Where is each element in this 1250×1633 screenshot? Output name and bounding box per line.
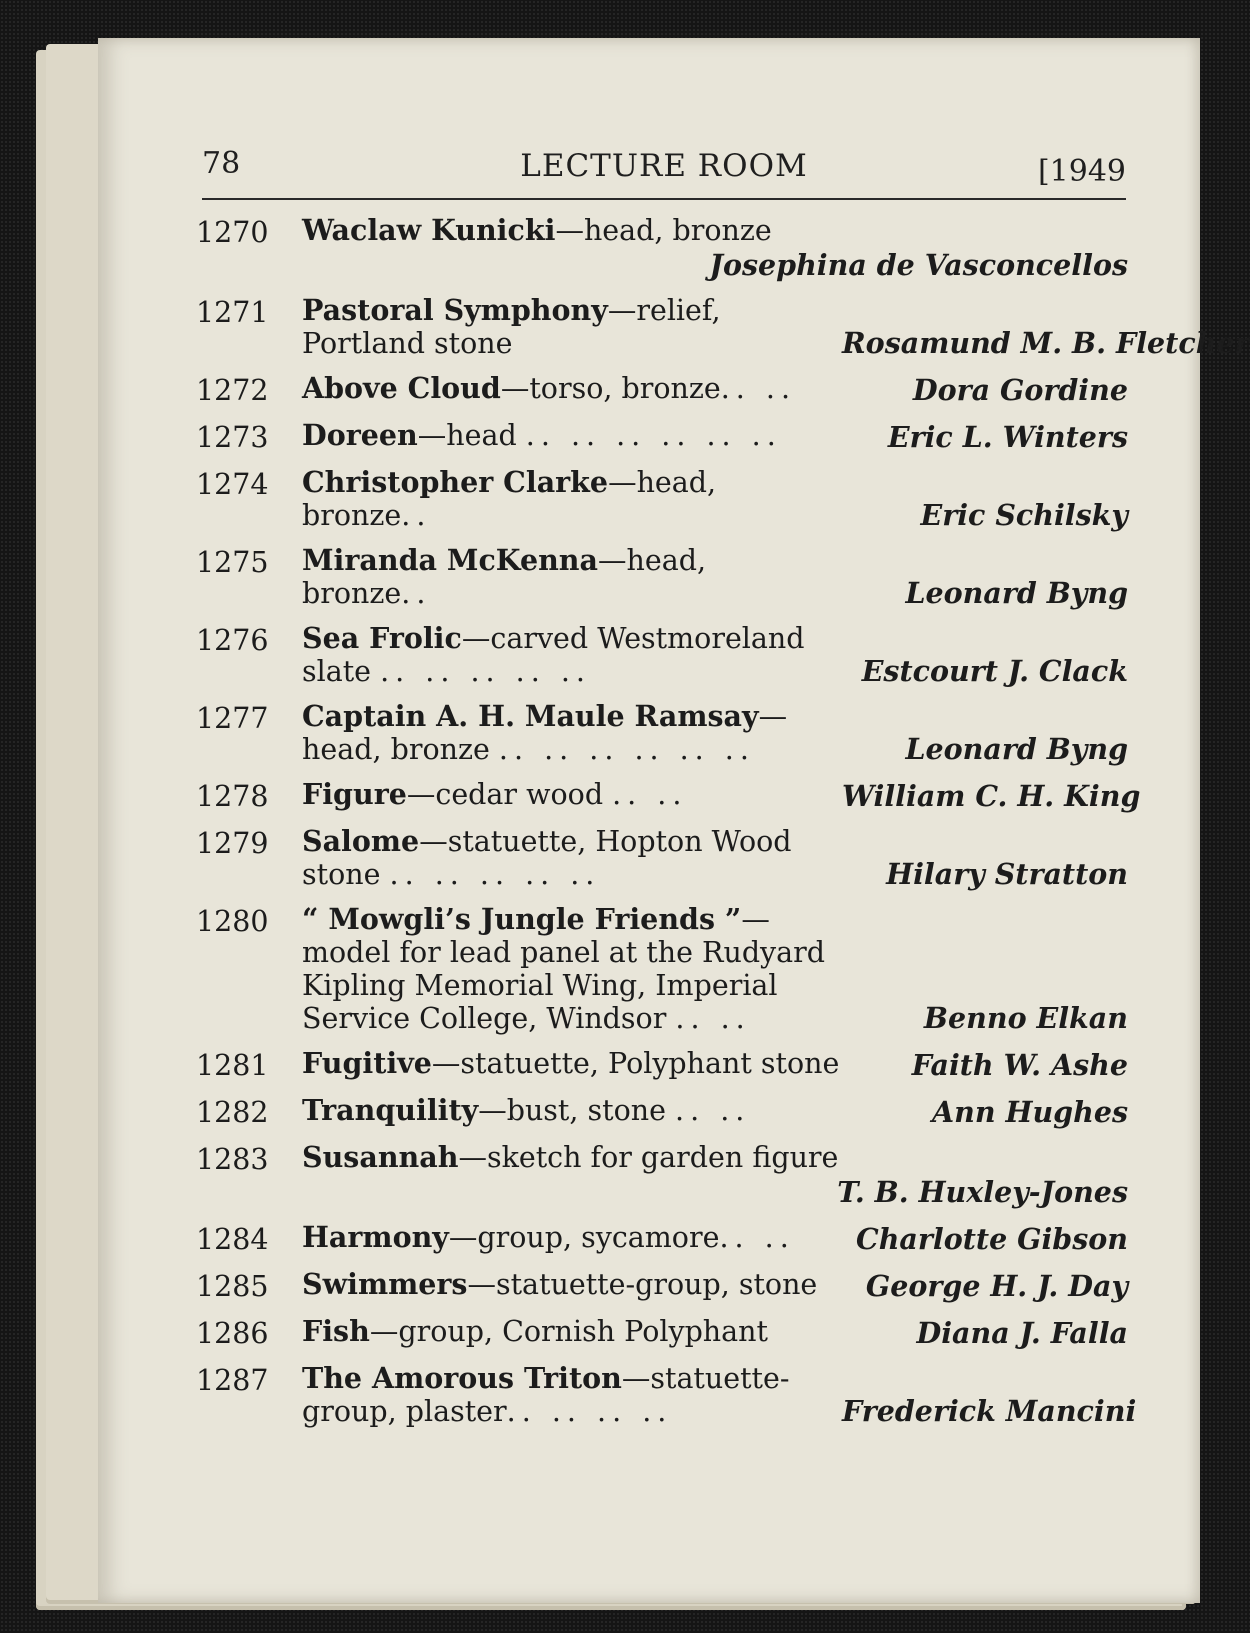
page-year: [1949: [1037, 154, 1126, 189]
entry-medium: —sketch for garden figure: [458, 1141, 839, 1174]
entry-title: Captain A. H. Maule Ramsay: [302, 699, 759, 733]
leader-dots: .. .. .. .. .. ..: [525, 419, 782, 452]
entry-artist: Rosamund M. B. Fletcher: [842, 326, 1250, 360]
leader-dots: .. ..: [675, 1002, 751, 1035]
leader-dots: .. .. .. .. .. ..: [498, 733, 755, 766]
catalogue-entry: [196, 700, 1128, 766]
entry-artist: Eric L. Winters: [887, 420, 1128, 454]
leader-dots: .. .. .. .. ..: [380, 655, 591, 688]
entry-artist: Dora Gordine: [912, 373, 1128, 407]
entry-medium: —relief, Portland stone: [302, 294, 721, 360]
entry-artist: Faith W. Ashe: [911, 1048, 1128, 1082]
entry-number: 1283: [196, 1143, 269, 1176]
entry-description: [302, 1315, 842, 1350]
entry-number: 1273: [196, 421, 269, 454]
entry-artist: William C. H. King: [842, 779, 1141, 813]
entry-title: Sea Frolic: [302, 621, 462, 655]
leader-dots: .. ..: [612, 778, 688, 811]
catalogue-entry: [196, 1361, 1137, 1428]
entry-number: 1270: [196, 216, 269, 249]
entry-medium: —head, bronze: [302, 466, 717, 532]
page-header: [202, 140, 1126, 200]
entry-number: 1285: [196, 1270, 269, 1303]
page-title: LECTURE ROOM: [520, 148, 808, 184]
catalogue-entry: [196, 1047, 1128, 1082]
catalogue-entry: [196, 1094, 1128, 1129]
entry-title: Figure: [302, 777, 407, 811]
entry-medium: —head: [417, 419, 517, 452]
entry-description: [302, 1141, 842, 1176]
catalogue-entry: [196, 419, 1128, 454]
catalogue-list: [196, 213, 1250, 1440]
entry-title: The Amorous Triton: [302, 1361, 622, 1395]
entry-number: 1272: [196, 374, 269, 407]
entry-artist: Hilary Stratton: [886, 857, 1128, 891]
entry-artist: Benno Elkan: [923, 1001, 1128, 1035]
entry-medium: —torso, bronze: [500, 372, 721, 405]
leader-dots: .. .. .. ..: [506, 1395, 673, 1428]
entry-description: [302, 294, 842, 360]
entry-title: Harmony: [302, 1220, 449, 1254]
entry-medium: —group, Cornish Polyphant: [369, 1315, 768, 1348]
entry-description: [302, 372, 842, 407]
catalogue-entry: [196, 1221, 1128, 1256]
entry-title: Above Cloud: [302, 371, 501, 405]
leader-dots: .. ..: [675, 1094, 751, 1127]
entry-number: 1280: [196, 905, 269, 938]
entry-artist: Ann Hughes: [932, 1095, 1128, 1129]
entry-title: Salome: [302, 824, 420, 858]
leader-dots: .. ..: [719, 1221, 795, 1254]
entry-title: “ Mowgli’s Jungle Friends ”: [302, 902, 742, 936]
entry-medium: —statuette, Polyphant stone: [431, 1047, 840, 1080]
catalogue-entry: [196, 372, 1128, 407]
catalogue-entry: [196, 1268, 1128, 1303]
entry-number: 1274: [196, 468, 269, 501]
entry-title: Christopher Clarke: [302, 465, 609, 499]
entry-title: Doreen: [302, 418, 418, 452]
entry-artist: Frederick Mancini: [842, 1394, 1137, 1428]
entry-number: 1276: [196, 624, 269, 657]
entry-description: [302, 622, 842, 688]
leader-dots: .. ..: [720, 372, 797, 405]
entry-description: [302, 1094, 842, 1129]
catalogue-entry: [196, 466, 1128, 532]
entry-title: Fish: [302, 1314, 370, 1348]
entry-number: 1275: [196, 546, 269, 579]
entry-artist: Leonard Byng: [905, 576, 1128, 610]
entry-medium: —head, bronze: [555, 214, 772, 247]
entry-number: 1271: [196, 296, 269, 329]
entry-description: [302, 544, 842, 610]
catalogue-entry: [196, 622, 1128, 688]
catalogue-entry: [196, 544, 1128, 610]
entry-artist: Leonard Byng: [905, 732, 1128, 766]
entry-number: 1279: [196, 827, 269, 860]
entry-artist: T. B. Huxley-Jones: [837, 1175, 1128, 1209]
entry-number: 1286: [196, 1317, 269, 1350]
entry-medium: —model for lead panel at the Rudyard Kipling Memorial Wing, Imperial Service College, Windsor: [302, 903, 826, 1035]
entry-number: 1277: [196, 702, 269, 735]
entry-artist: Diana J. Falla: [916, 1316, 1128, 1350]
entry-artist: George H. J. Day: [865, 1269, 1128, 1303]
entry-medium: —head, bronze: [302, 544, 707, 610]
entry-number: 1281: [196, 1049, 269, 1082]
entry-medium: —group, sycamore: [448, 1221, 720, 1254]
entry-medium: —cedar wood: [406, 778, 604, 811]
leader-dots: ..: [401, 577, 432, 610]
entry-title: Pastoral Symphony: [302, 293, 608, 327]
entry-medium: —carved Westmoreland slate: [302, 622, 805, 688]
entry-title: Swimmers: [302, 1267, 468, 1301]
entry-number: 1278: [196, 780, 269, 813]
catalogue-entry: [196, 903, 1128, 1035]
entry-title: Fugitive: [302, 1046, 432, 1080]
catalogue-entry: [196, 825, 1128, 891]
entry-description: [302, 1362, 842, 1428]
entry-medium: —head, bronze: [302, 700, 788, 766]
entry-medium: —statuette, Hopton Wood stone: [302, 825, 792, 891]
entry-artist: Josephina de Vasconcellos: [709, 248, 1128, 282]
entry-title: Susannah: [302, 1140, 459, 1174]
page-number: 78: [202, 146, 241, 181]
entry-medium: —statuette-group, plaster: [302, 1362, 790, 1428]
entry-medium: —statuette-group, stone: [467, 1268, 818, 1301]
catalogue-entry: [196, 214, 1128, 282]
entry-description: [302, 825, 842, 891]
entry-description: [302, 466, 842, 532]
entry-artist: Estcourt J. Clack: [861, 654, 1128, 688]
entry-description: [302, 903, 842, 1035]
entry-title: Tranquility: [302, 1093, 479, 1127]
catalogue-entry: [196, 777, 1141, 813]
entry-number: 1284: [196, 1223, 269, 1256]
catalogue-entry: [196, 1141, 1128, 1209]
entry-number: 1282: [196, 1096, 269, 1129]
entry-title: Miranda McKenna: [302, 543, 598, 577]
entry-description: [302, 778, 842, 813]
entry-description: [302, 1268, 842, 1303]
entry-description: [302, 214, 842, 249]
entry-medium: —bust, stone: [478, 1094, 666, 1127]
entry-description: [302, 1047, 842, 1082]
entry-description: [302, 1221, 842, 1256]
entry-number: 1287: [196, 1364, 269, 1397]
entry-description: [302, 700, 842, 766]
entry-artist: Eric Schilsky: [920, 498, 1128, 532]
entry-description: [302, 419, 842, 454]
catalogue-entry: [196, 1315, 1128, 1350]
leader-dots: .. .. .. .. ..: [389, 858, 601, 891]
entry-title: Waclaw Kunicki: [302, 213, 556, 247]
leader-dots: ..: [401, 499, 432, 532]
catalogue-entry: [196, 293, 1250, 360]
entry-artist: Charlotte Gibson: [856, 1222, 1128, 1256]
